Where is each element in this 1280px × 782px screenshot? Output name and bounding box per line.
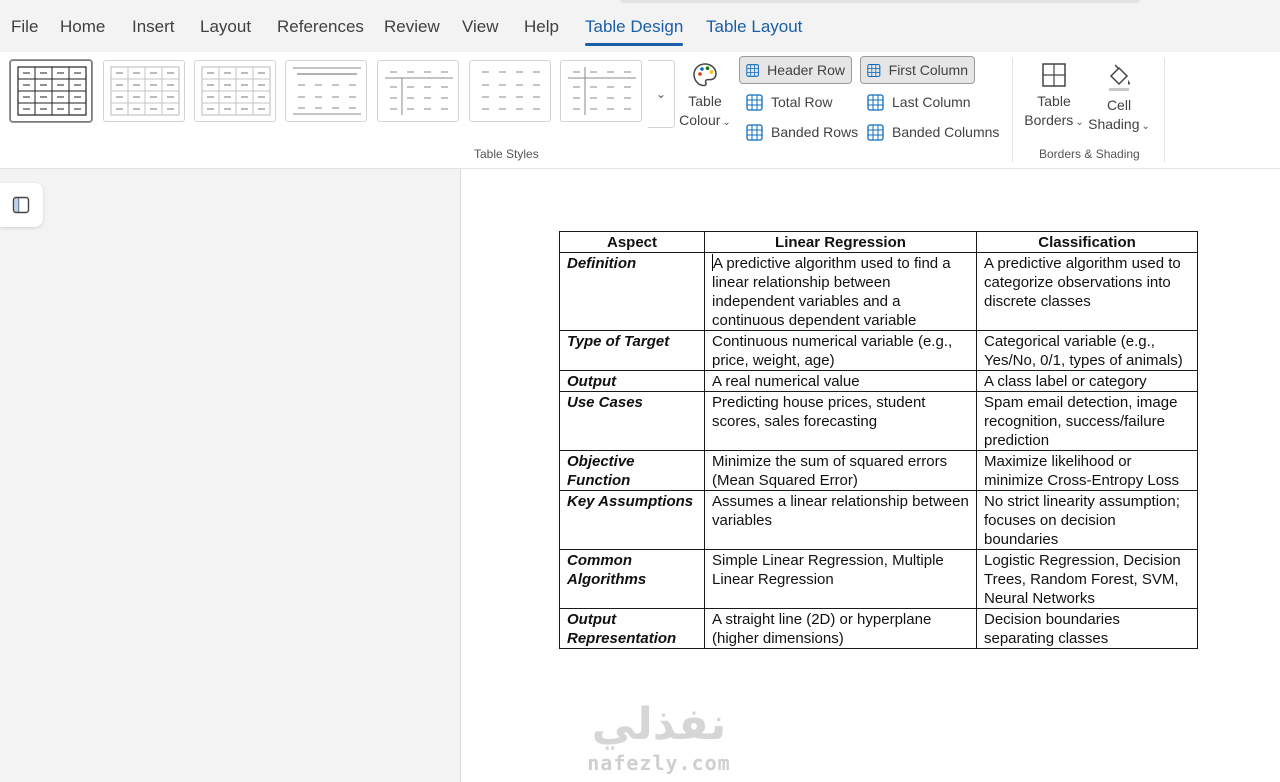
aspect-cell[interactable]: Definition bbox=[560, 253, 705, 331]
table-borders-line1: Table bbox=[1037, 93, 1071, 109]
table-colour-button[interactable] bbox=[676, 62, 734, 132]
last-column-toggle[interactable] bbox=[861, 88, 977, 116]
table-grid-icon bbox=[746, 124, 763, 141]
borders-shading-group-label: Borders & Shading bbox=[1039, 147, 1140, 161]
active-tab-underline bbox=[585, 43, 683, 46]
classification-cell[interactable]: Spam email detection, image recognition, success/failure prediction bbox=[977, 392, 1198, 451]
title-strip bbox=[620, 0, 1140, 3]
table-grid-icon bbox=[867, 62, 881, 79]
table-styles-group-label: Table Styles bbox=[474, 147, 539, 161]
table-row bbox=[560, 253, 1198, 331]
banded-rows-label: Banded Rows bbox=[771, 124, 859, 140]
cell-shading-line2: Shading bbox=[1088, 116, 1140, 132]
header-row-toggle[interactable] bbox=[739, 56, 852, 84]
tab-insert[interactable]: Insert bbox=[132, 17, 175, 36]
aspect-cell[interactable]: Objective Function bbox=[560, 451, 705, 491]
regression-cell[interactable]: Minimize the sum of squared errors (Mean Squared Error) bbox=[705, 451, 977, 491]
regression-cell-text: A predictive algorithm used to find a linear relationship between independent variables and a continuous dependent variable bbox=[712, 255, 951, 329]
total-row-label: Total Row bbox=[771, 94, 833, 110]
table-borders-button[interactable] bbox=[1022, 62, 1086, 132]
table-row bbox=[560, 491, 1198, 550]
classification-cell[interactable]: Decision boundaries separating classes bbox=[977, 609, 1198, 649]
table-colour-line1: Table bbox=[688, 93, 722, 109]
table-row bbox=[560, 392, 1198, 451]
classification-cell[interactable]: A class label or category bbox=[977, 371, 1198, 392]
total-row-toggle[interactable] bbox=[740, 88, 838, 116]
table-style-light-grid-2[interactable] bbox=[194, 60, 276, 122]
classification-cell[interactable]: A predictive algorithm used to categorize observations into discrete classes bbox=[977, 253, 1198, 331]
table-grid-icon bbox=[867, 94, 884, 111]
table-row bbox=[560, 451, 1198, 491]
table-grid-icon bbox=[746, 62, 759, 79]
left-pane bbox=[0, 169, 460, 782]
ribbon-divider bbox=[1012, 58, 1013, 162]
chevron-down-icon: ⌄ bbox=[722, 117, 731, 128]
table-row bbox=[560, 331, 1198, 371]
regression-cell[interactable]: A straight line (2D) or hyperplane (higher dimensions) bbox=[705, 609, 977, 649]
panel-icon bbox=[12, 196, 30, 214]
table-colour-line2: Colour bbox=[679, 112, 721, 128]
tab-layout[interactable]: Layout bbox=[200, 17, 252, 36]
regression-cell[interactable]: Simple Linear Regression, Multiple Linear Regression bbox=[705, 550, 977, 609]
tab-view[interactable]: View bbox=[462, 17, 499, 36]
gallery-more-button[interactable] bbox=[648, 60, 675, 128]
table-style-grid-selected[interactable] bbox=[10, 60, 92, 122]
table-grid-icon bbox=[746, 94, 763, 111]
classification-cell[interactable]: Logistic Regression, Decision Trees, Random Forest, SVM, Neural Networks bbox=[977, 550, 1198, 609]
menu-tab-bar bbox=[0, 0, 1280, 52]
first-column-toggle[interactable] bbox=[860, 56, 975, 84]
regression-cell[interactable]: Continuous numerical variable (e.g., price, weight, age) bbox=[705, 331, 977, 371]
table-style-plain[interactable] bbox=[469, 60, 551, 122]
regression-cell[interactable]: Assumes a linear relationship between variables bbox=[705, 491, 977, 550]
aspect-cell[interactable]: Output bbox=[560, 371, 705, 392]
comparison-table[interactable] bbox=[559, 231, 1198, 649]
header-cell-linear-regression[interactable]: Linear Regression bbox=[705, 232, 977, 253]
chevron-down-icon: ⌄ bbox=[1075, 117, 1084, 128]
tab-table-design[interactable] bbox=[585, 17, 683, 37]
header-cell-classification[interactable]: Classification bbox=[977, 232, 1198, 253]
tab-review[interactable]: Review bbox=[384, 17, 440, 36]
header-cell-aspect[interactable]: Aspect bbox=[560, 232, 705, 253]
ribbon-divider bbox=[1164, 58, 1165, 162]
watermark-arabic: نفذلي bbox=[591, 700, 727, 749]
cell-shading-button[interactable] bbox=[1086, 62, 1152, 136]
table-row bbox=[560, 550, 1198, 609]
table-style-first-column-line[interactable] bbox=[377, 60, 459, 122]
chevron-down-icon: ⌄ bbox=[655, 87, 667, 101]
tab-home[interactable]: Home bbox=[60, 17, 106, 36]
navigation-pane-button[interactable] bbox=[0, 183, 43, 227]
watermark-latin: nafezly.com bbox=[587, 751, 731, 775]
paint-bucket-icon bbox=[1106, 62, 1132, 92]
regression-cell[interactable]: Predicting house prices, student scores, sales forecasting bbox=[705, 392, 977, 451]
header-row-label: Header Row bbox=[767, 62, 845, 78]
tab-help[interactable]: Help bbox=[524, 17, 559, 36]
aspect-cell[interactable]: Common Algorithms bbox=[560, 550, 705, 609]
table-borders-line2: Borders bbox=[1024, 112, 1074, 128]
classification-cell[interactable]: Maximize likelihood or minimize Cross-Entropy Loss bbox=[977, 451, 1198, 491]
table-grid-icon bbox=[867, 124, 884, 141]
ribbon bbox=[0, 52, 1280, 169]
table-style-plain-lines[interactable] bbox=[285, 60, 367, 122]
regression-cell[interactable]: A real numerical value bbox=[705, 371, 977, 392]
banded-rows-toggle[interactable] bbox=[740, 118, 864, 146]
table-row bbox=[560, 371, 1198, 392]
regression-cell[interactable] bbox=[705, 253, 977, 331]
cell-shading-line1: Cell bbox=[1106, 97, 1132, 113]
table-header-row bbox=[560, 232, 1198, 253]
banded-columns-label: Banded Columns bbox=[892, 124, 1000, 140]
aspect-cell[interactable]: Type of Target bbox=[560, 331, 705, 371]
classification-cell[interactable]: No strict linearity assumption; focuses on decision boundaries bbox=[977, 491, 1198, 550]
aspect-cell[interactable]: Use Cases bbox=[560, 392, 705, 451]
tab-references[interactable]: References bbox=[277, 17, 364, 36]
palette-icon bbox=[692, 62, 718, 88]
tab-table-layout[interactable]: Table Layout bbox=[706, 17, 803, 36]
banded-columns-toggle[interactable] bbox=[861, 118, 1005, 146]
tab-table-design-label: Table Design bbox=[585, 17, 684, 36]
tab-file[interactable]: File bbox=[11, 17, 39, 36]
last-column-label: Last Column bbox=[892, 94, 971, 110]
table-style-header-column-lines[interactable] bbox=[560, 60, 642, 122]
chevron-down-icon: ⌄ bbox=[1141, 121, 1150, 132]
borders-icon bbox=[1041, 62, 1067, 88]
document-page[interactable] bbox=[460, 169, 1280, 782]
watermark bbox=[569, 699, 749, 775]
classification-cell[interactable]: Categorical variable (e.g., Yes/No, 0/1, types of animals) bbox=[977, 331, 1198, 371]
aspect-cell[interactable]: Key Assumptions bbox=[560, 491, 705, 550]
first-column-label: First Column bbox=[888, 62, 968, 78]
table-style-light-grid[interactable] bbox=[103, 60, 185, 122]
aspect-cell[interactable]: Output Representation bbox=[560, 609, 705, 649]
table-row bbox=[560, 609, 1198, 649]
